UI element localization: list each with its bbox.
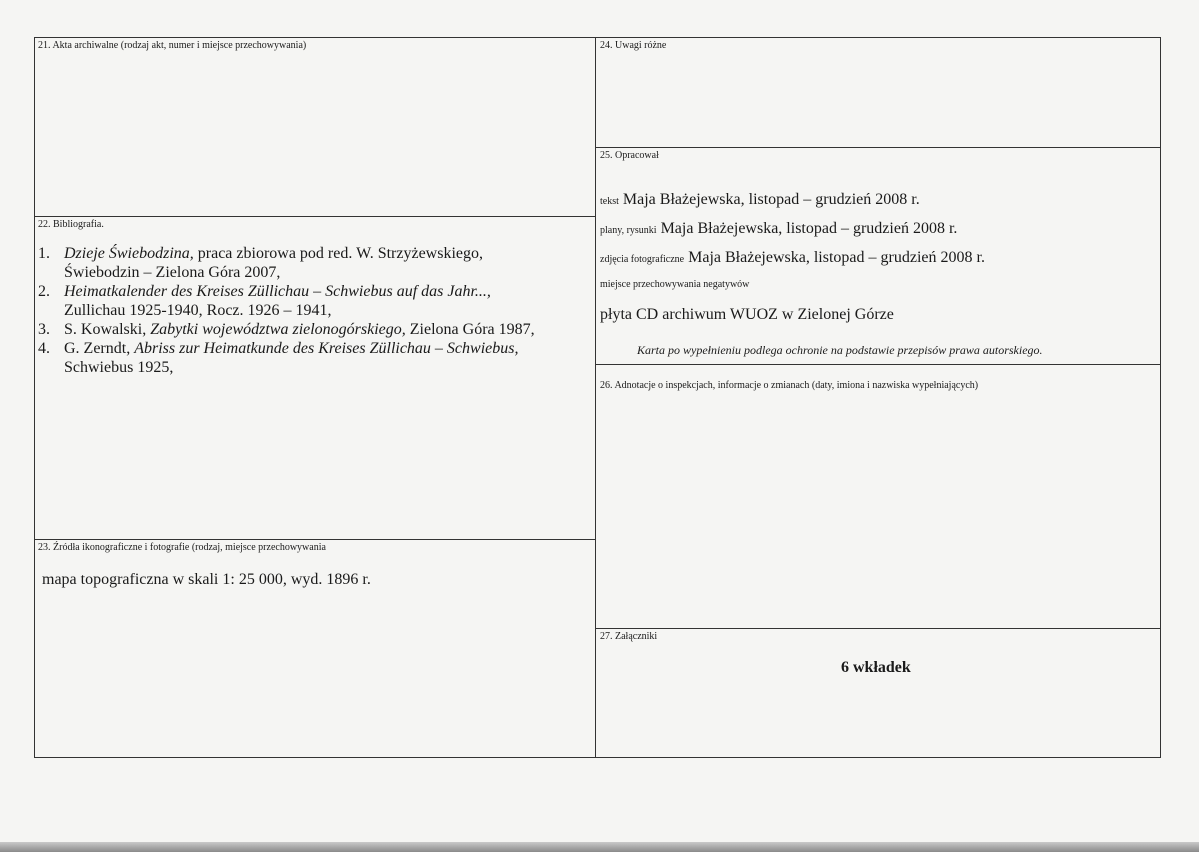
negatywy-label: miejsce przechowywania negatywów [600,279,750,290]
bibliography-item: 1. Dzieje Świebodzina, praca zbiorowa pod red. W. Strzyżewskiego, Świebodzin – Zielona Góra 2007, [38,245,484,281]
column-divider [595,37,596,758]
section-25-label: 25. Opracował [600,150,659,161]
divider-25-26 [595,364,1161,365]
tekst-label: tekst [600,196,619,207]
divider-26-27 [595,628,1161,629]
section-27-value: 6 wkładek [841,659,911,676]
copyright-note: Karta po wypełnieniu podlega ochronie na podstawie przepisów prawa autorskiego. [637,343,1043,357]
form-frame [34,37,1161,758]
negatywy-value: płyta CD archiwum WUOZ w Zielonej Górze [600,306,894,323]
section-22-label: 22. Bibliografia. [38,219,104,230]
divider-21-22 [34,216,596,217]
section-21-label: 21. Akta archiwalne (rodzaj akt, numer i miejsce przechowywania) [38,40,307,51]
tekst-row [600,190,920,211]
divider-24-25 [595,147,1161,148]
section-24-label: 24. Uwagi różne [600,40,667,51]
bibliography-item: 4. G. Zerndt, Abriss zur Heimatkunde des Kreises Züllichau – Schwiebus, Schwiebus 1925, [38,340,519,376]
scan-edge [0,842,1199,852]
tekst-value: Maja Błażejewska, listopad – grudzień 2008 r. [622,191,920,208]
section-23-text: mapa topograficzna w skali 1: 25 000, wyd. 1896 r. [42,571,371,588]
bibliography-item: 3. S. Kowalski, Zabytki województwa zielonogórskiego, Zielona Góra 1987, [38,321,535,338]
plany-label: plany, rysunki [600,225,657,236]
zdjecia-value: Maja Błażejewska, listopad – grudzień 2008 r. [688,249,985,266]
plany-row [600,219,957,240]
zdjecia-label: zdjęcia fotograficzne [600,254,685,265]
section-26-label: 26. Adnotacje o inspekcjach, informacje o zmianach (daty, imiona i nazwiska wypełniających) [600,380,979,391]
bibliography-item: 2. Heimatkalender des Kreises Züllichau – Schwiebus auf das Jahr..., Zullichau 1925-1940, Rocz. 1926 – 1941, [38,283,491,319]
section-27-label: 27. Załączniki [600,631,658,642]
plany-value: Maja Błażejewska, listopad – grudzień 2008 r. [660,220,958,237]
bibliography-list [38,244,590,377]
section-23-label: 23. Źródła ikonograficzne i fotografie (rodzaj, miejsce przechowywania [38,542,326,553]
divider-22-23 [34,539,596,540]
zdjecia-row [600,248,985,269]
